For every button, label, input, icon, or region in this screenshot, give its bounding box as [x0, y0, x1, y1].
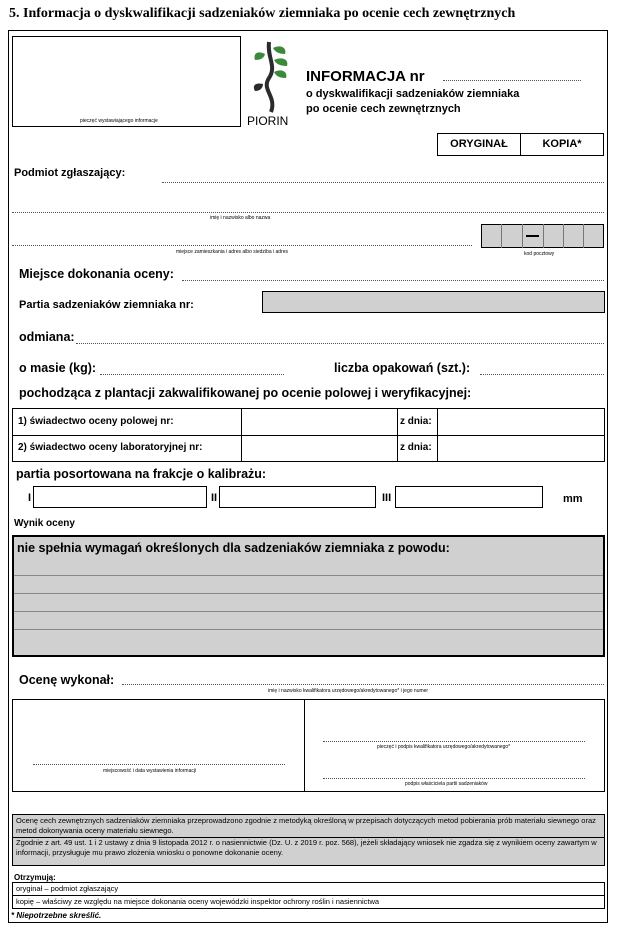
owner-signature-caption: podpis właściciela partii sadzeniaków: [405, 781, 488, 787]
applicant-label: Podmiot zgłaszający:: [14, 167, 126, 179]
certificates-table: [12, 408, 605, 462]
batch-number-field[interactable]: [262, 291, 605, 313]
packages-label: liczba opakowań (szt.):: [334, 361, 471, 375]
recipient-original: oryginał – podmiot zgłaszający: [16, 884, 119, 893]
fraction-ii-field[interactable]: [219, 486, 376, 508]
variety-label: odmiana:: [19, 330, 75, 344]
recipients-box: [12, 882, 605, 909]
place-date-caption: miejscowość i data wystawienia informacji: [103, 768, 197, 774]
method-note: Ocenę cech zewnętrznych sadzeniaków ziemniaka przeprowadzono zgodnie z metodyką określoną w przepisach dotyczących metod pobierania prób materiału siewnego oraz metod dokonywania oceny materiału siewnego.: [16, 816, 596, 835]
copy-box[interactable]: [520, 133, 604, 156]
place-date-box[interactable]: [12, 699, 305, 792]
heading-subtitle-2: po ocenie cech zewnętrznych: [306, 103, 461, 115]
address-caption: miejsce zamieszkania i adres albo siedziba i adres: [176, 249, 288, 255]
original-label: ORYGINAŁ: [450, 138, 508, 150]
lab-cert-label: 2) świadectwo oceny laboratoryjnej nr:: [18, 442, 203, 453]
place-line[interactable]: [182, 280, 604, 281]
field-cert-date-label: z dnia:: [400, 416, 432, 427]
fraction-ii-label: II: [211, 492, 218, 504]
assessor-line[interactable]: [122, 684, 604, 685]
signature-box[interactable]: [304, 699, 605, 792]
origin-label: pochodząca z plantacji zakwalifikowanej po ocenie polowej i weryfikacyjnej:: [19, 386, 472, 400]
number-line: [443, 80, 581, 81]
appeal-note: Zgodnie z art. 49 ust. 1 i 2 ustawy z dnia 9 listopada 2012 r. o nasiennictwie (Dz. U. z 2019 r. poz. 568), jeżeli składający wniosek nie zgadza się z wynikiem oceny zawartym w informacji, przysługuje mu prawo złożenia wniosku o ponowne dokonanie oceny.: [16, 838, 597, 857]
logo-text: PIORIN: [247, 114, 289, 128]
sizing-label: partia posortowana na frakcje o kalibrażu:: [16, 467, 267, 481]
postcode-field[interactable]: [481, 224, 604, 248]
notes-box: [12, 814, 605, 866]
postcode-caption: kod pocztowy: [524, 251, 555, 257]
result-section-label: Wynik oceny: [14, 518, 75, 529]
result-statement: nie spełnia wymagań określonych dla sadzeniaków ziemniaka z powodu:: [17, 541, 450, 555]
place-label: Miejsce dokonania oceny:: [19, 267, 174, 281]
piorin-logo: [247, 38, 295, 128]
address-line: [12, 245, 472, 246]
copy-label: KOPIA*: [542, 138, 582, 150]
packages-line[interactable]: [480, 374, 604, 375]
footnote: * Niepotrzebne skreślić.: [11, 911, 102, 920]
fraction-i-label: I: [28, 492, 32, 504]
fraction-i-field[interactable]: [33, 486, 207, 508]
batch-label: Partia sadzeniaków ziemniaka nr:: [19, 299, 194, 311]
fraction-iii-field[interactable]: [395, 486, 543, 508]
unit-label: mm: [563, 493, 583, 505]
result-box[interactable]: [12, 535, 605, 657]
recipient-copy: kopię – właściwy ze względu na miejsce dokonania oceny wojewódzki inspektor ochrony roślin i nasiennictwa: [16, 897, 380, 906]
document-heading: INFORMACJA nr: [306, 68, 425, 85]
field-cert-label: 1) świadectwo oceny polowej nr:: [18, 416, 174, 427]
assessor-label: Ocenę wykonał:: [19, 673, 115, 687]
fraction-iii-label: III: [382, 492, 392, 504]
recipients-label: Otrzymują:: [14, 873, 56, 882]
applicant-line-2: [12, 212, 604, 213]
heading-subtitle-1: o dyskwalifikacji sadzeniaków ziemniaka: [306, 88, 520, 100]
original-box[interactable]: [437, 133, 521, 156]
assessor-caption: imię i nazwisko kwalifikatora urzędowego/akredytowanego* i jego numer: [268, 688, 429, 694]
lab-cert-date-label: z dnia:: [400, 442, 432, 453]
mass-label: o masie (kg):: [19, 361, 97, 375]
stamp-box: [12, 36, 241, 127]
variety-line[interactable]: [76, 343, 604, 344]
logo-plant-icon: [247, 38, 295, 116]
assessor-stamp-caption: pieczęć i podpis kwalifikatora urzędowego/akredytowanego*: [377, 744, 511, 750]
applicant-line-1: [162, 182, 604, 183]
stamp-caption: pieczęć wystawiającego informacje: [80, 118, 158, 124]
mass-line[interactable]: [100, 374, 284, 375]
name-caption: imię i nazwisko albo nazwa: [210, 215, 271, 221]
document-title: 5. Informacja o dyskwalifikacji sadzeniaków ziemniaka po ocenie cech zewnętrznych: [9, 6, 516, 21]
